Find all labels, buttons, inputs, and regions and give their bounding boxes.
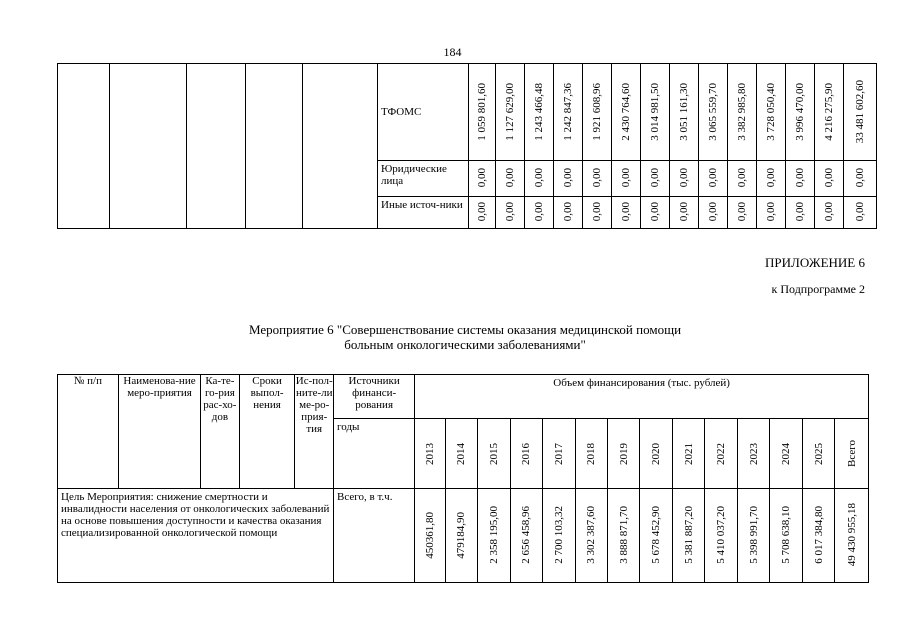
source-cell: ТФОМС [378,64,469,161]
value-text: 2 430 764,60 [620,82,632,141]
source-cell: Юридические лица [378,161,469,197]
goal-value-cell [510,489,542,583]
source-cell: Иные источ-ники [378,197,469,229]
empty-cell [110,64,187,229]
value-text: 0,00 [476,168,488,188]
goal-value-cell [835,489,869,583]
value-cell [583,161,612,197]
value-cell [815,197,844,229]
year-text: 2024 [780,442,793,465]
value-cell [670,197,699,229]
value-cell [815,64,844,161]
value-cell [844,64,877,161]
value-text: 0,00 [620,202,632,222]
empty-cell [187,64,246,229]
value-cell [728,161,757,197]
value-cell [757,64,786,161]
value-text: 0,00 [504,168,516,188]
continuation-row [58,64,877,161]
value-cell [699,197,728,229]
document-title [150,322,780,352]
goal-source: Всего, в т.ч. [334,489,415,583]
goal-value-cell [543,489,575,583]
value-cell [496,64,525,161]
goal-value-text: 2 656 458,96 [520,506,533,564]
goal-value-text: 5 410 037,20 [715,506,728,564]
year-text: Всего [845,440,858,467]
continuation-table [57,63,877,229]
value-cell [641,161,670,197]
value-cell [757,197,786,229]
value-text: 0,00 [794,202,806,222]
value-text: 0,00 [591,168,603,188]
value-cell [757,161,786,197]
goal-value-text: 5 678 452,90 [650,506,663,564]
value-cell [469,197,496,229]
year-header [415,419,445,489]
value-cell [844,161,877,197]
goal-value-text: 49 430 955,18 [845,503,858,567]
value-text: 0,00 [649,202,661,222]
value-text: 3 051 161,30 [678,82,690,141]
value-text: 0,00 [591,202,603,222]
page-number: 184 [443,45,462,59]
value-text: 0,00 [765,202,777,222]
goal-value-cell [445,489,477,583]
year-text: 2020 [650,442,663,465]
value-cell [469,64,496,161]
header-sources: Источники финанси-рования [334,375,415,419]
goal-value-text: 5 398 991,70 [747,506,760,564]
value-text: 3 728 050,40 [765,82,777,141]
value-text: 0,00 [707,202,719,222]
value-cell [786,197,815,229]
value-text: 3 014 981,50 [649,82,661,141]
goal-text: Цель Мероприятия: снижение смертности и инвалидности населения от онкологических заболеваний на основе повышения доступности и качества оказания специализированной онкологической помощи [58,489,334,583]
value-text: 1 243 466,48 [533,82,545,141]
header-financing: Объем финансирования (тыс. рублей) [415,375,869,419]
value-text: 3 382 985,80 [736,82,748,141]
year-text: 2021 [682,442,695,465]
value-text: 4 216 275,90 [823,82,835,141]
header-name: Наименова-ние меро-приятия [118,375,200,489]
goal-value-text: 3 302 387,60 [585,506,598,564]
value-cell [728,64,757,161]
value-text: 0,00 [678,168,690,188]
value-cell [496,161,525,197]
value-cell [469,161,496,197]
value-text: 0,00 [854,202,866,222]
value-text: 1 242 847,36 [562,82,574,141]
year-header [543,419,575,489]
value-text: 0,00 [620,168,632,188]
year-header [705,419,737,489]
value-cell [641,64,670,161]
year-header [445,419,477,489]
value-text: 1 921 608,96 [591,82,603,141]
value-cell [525,161,554,197]
value-text: 0,00 [823,168,835,188]
goal-value-cell [640,489,672,583]
year-text: 2016 [520,442,533,465]
year-text: 2022 [715,442,728,465]
header-executors: Ис-пол-ните-ли ме-ро-прия-тия [295,375,334,489]
value-text: 0,00 [854,168,866,188]
value-cell [583,64,612,161]
value-cell [728,197,757,229]
year-header [478,419,510,489]
value-cell [612,64,641,161]
value-text: 33 481 602,60 [854,79,866,144]
value-cell [554,197,583,229]
goal-value-cell [415,489,445,583]
title-line-1: Мероприятие 6 "Совершенствование системы оказания медицинской помощи [248,322,682,337]
value-cell [815,161,844,197]
value-cell [641,197,670,229]
year-text: 2023 [747,442,760,465]
value-text: 0,00 [736,168,748,188]
value-cell [525,64,554,161]
value-text: 0,00 [533,202,545,222]
header-category: Ка-те-го-рия рас-хо-дов [201,375,240,489]
year-text: 2015 [487,442,500,465]
value-text: 0,00 [476,202,488,222]
goal-value-cell [575,489,607,583]
year-text: 2019 [617,442,630,465]
value-text: 1 127 629,00 [504,82,516,141]
appendix-label: ПРИЛОЖЕНИЕ 6 [765,255,865,270]
value-cell [699,161,728,197]
year-header [737,419,769,489]
value-text: 3 996 470,00 [794,82,806,141]
value-text: 0,00 [562,168,574,188]
goal-value-cell [737,489,769,583]
value-cell [554,161,583,197]
empty-cell [303,64,378,229]
value-text: 0,00 [504,202,516,222]
year-text: 2018 [585,442,598,465]
header-term: Сроки выпол-нения [239,375,295,489]
goal-value-text: 2 700 103,32 [552,506,565,564]
goal-value-text: 6 017 384,80 [812,506,825,564]
goal-value-cell [802,489,834,583]
goal-value-text: 5 381 887,20 [682,506,695,564]
header-years-label: годы [334,419,415,489]
goal-value-text: 2 358 195,00 [487,506,500,564]
value-text: 0,00 [823,202,835,222]
goal-value-cell [672,489,704,583]
goal-value-text: 3 888 871,70 [617,506,630,564]
value-text: 3 065 559,70 [707,82,719,141]
year-text: 2025 [812,442,825,465]
value-text: 0,00 [736,202,748,222]
goal-value-text: 479184,90 [455,511,468,559]
value-text: 0,00 [794,168,806,188]
goal-value-cell [478,489,510,583]
value-cell [670,161,699,197]
year-text: 2017 [552,442,565,465]
title-line-2: больным онкологическими заболеваниями" [344,337,586,352]
goal-value-text: 5 708 638,10 [780,506,793,564]
year-header [510,419,542,489]
year-header [835,419,869,489]
value-cell [670,64,699,161]
value-cell [844,197,877,229]
financing-table [57,374,869,583]
value-cell [786,161,815,197]
year-text: 2014 [455,442,468,465]
year-header [802,419,834,489]
appendix-sub: к Подпрограмме 2 [771,282,865,296]
year-header [575,419,607,489]
value-cell [786,64,815,161]
value-text: 0,00 [765,168,777,188]
value-cell [612,197,641,229]
value-cell [583,197,612,229]
value-text: 1 059 801,60 [476,82,488,141]
empty-cell [58,64,110,229]
year-text: 2013 [423,442,436,465]
value-text: 0,00 [678,202,690,222]
value-cell [699,64,728,161]
goal-value-cell [705,489,737,583]
year-header [770,419,802,489]
value-text: 0,00 [649,168,661,188]
value-cell [496,197,525,229]
goal-value-cell [608,489,640,583]
value-cell [525,197,554,229]
goal-value-cell [770,489,802,583]
value-text: 0,00 [707,168,719,188]
header-num: № п/п [58,375,119,489]
year-header [608,419,640,489]
year-header [640,419,672,489]
goal-value-text: 450361,80 [423,511,436,559]
year-header [672,419,704,489]
value-text: 0,00 [533,168,545,188]
value-text: 0,00 [562,202,574,222]
value-cell [612,161,641,197]
value-cell [554,64,583,161]
empty-cell [246,64,303,229]
